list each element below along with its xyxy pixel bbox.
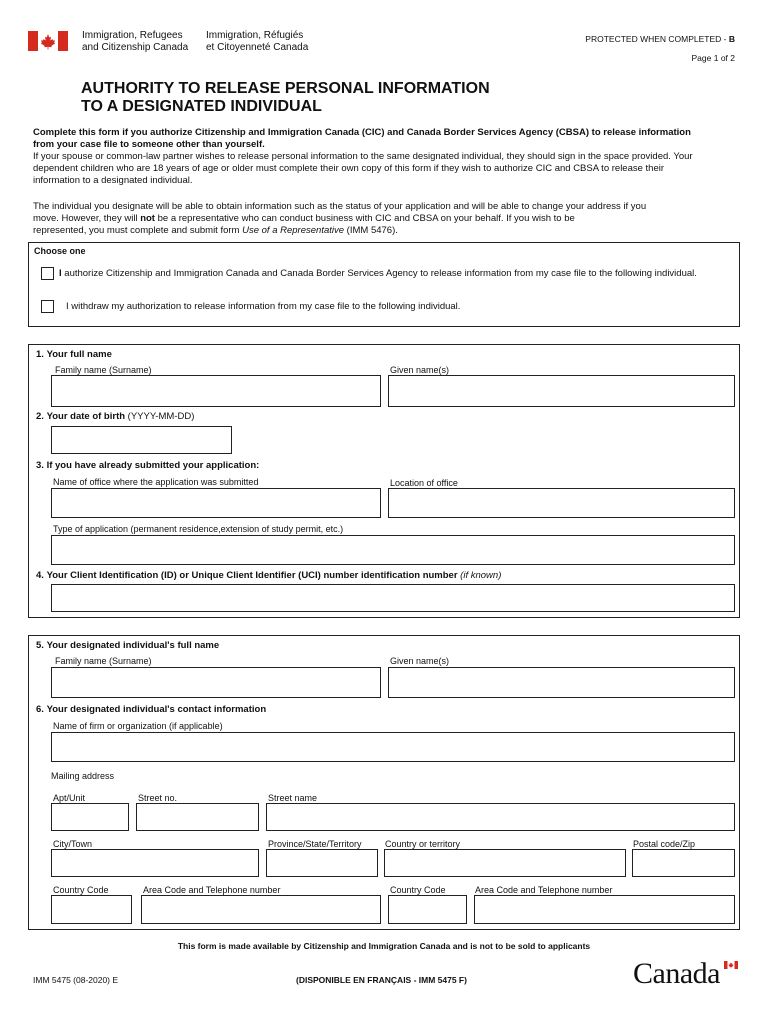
q6-text: Your designated individual's contact information	[46, 704, 267, 715]
protected-text: PROTECTED WHEN COMPLETED -	[585, 34, 729, 44]
form-identifier: IMM 5475 (08-2020) E	[33, 975, 119, 985]
q1-number: 1.	[36, 349, 44, 360]
q6-number: 6.	[36, 704, 44, 715]
designee-family-name-label: Family name (Surname)	[55, 656, 152, 666]
phone-2-input[interactable]	[474, 895, 735, 924]
designee-given-name-input[interactable]	[388, 667, 735, 698]
city-label: City/Town	[53, 839, 93, 849]
wordmark-flag-icon	[724, 961, 738, 969]
phone-2-label: Area Code and Telephone number	[475, 885, 613, 895]
phone-1-label: Area Code and Telephone number	[143, 885, 281, 895]
q1-text: Your full name	[46, 349, 112, 360]
title-line1: AUTHORITY TO RELEASE PERSONAL INFORMATION	[81, 80, 490, 97]
intro-bold-line1: Complete this form if you authorize Citizenship and Immigration Canada (CIC) and Canada Border Services Agency (CBSA) to release information	[33, 127, 691, 138]
para1-line3: information to a designated individual.	[33, 175, 193, 186]
dept-en-line1: Immigration, Refugees	[82, 30, 183, 41]
intro-bold	[33, 127, 691, 151]
country-input[interactable]	[384, 849, 626, 877]
country-code-2-label: Country Code	[390, 885, 446, 895]
country-label: Country or territory	[385, 839, 461, 849]
q2-number: 2.	[36, 411, 44, 422]
q5-text: Your designated individual's full name	[46, 640, 220, 651]
q3-number: 3.	[36, 460, 44, 471]
protected-notice	[585, 34, 735, 44]
q3-text: If you have already submitted your application:	[46, 460, 260, 471]
q4-note: (if known)	[457, 570, 502, 581]
para2-line2-a: move. However, they will	[33, 213, 141, 224]
applicant-given-name-input[interactable]	[388, 375, 735, 407]
intro-bold-line2: from your case file to someone other than yourself.	[33, 139, 265, 150]
city-input[interactable]	[51, 849, 259, 877]
q5-heading	[36, 640, 219, 651]
office-name-input[interactable]	[51, 488, 381, 518]
canada-flag-icon	[28, 31, 68, 51]
country-code-1-input[interactable]	[51, 895, 132, 924]
dept-en-line2: and Citizenship Canada	[82, 42, 189, 53]
dept-fr-line1: Immigration, Réfugiés	[206, 30, 304, 41]
postal-code-input[interactable]	[632, 849, 735, 877]
application-type-input[interactable]	[51, 535, 735, 565]
representative-form-name: Use of a Representative	[242, 225, 345, 236]
province-input[interactable]	[266, 849, 378, 877]
q4-heading	[36, 570, 501, 581]
q2-heading	[36, 411, 194, 422]
para2-line1: The individual you designate will be able to obtain information such as the status of your application and will be able to change your address if you	[33, 201, 647, 212]
department-name-french	[206, 30, 308, 54]
postal-code-label: Postal code/Zip	[633, 839, 696, 849]
para1-line1: If your spouse or common-law partner wishes to release personal information to the same designated individual, they should sign in the space provided. Your	[33, 151, 693, 162]
country-code-2-input[interactable]	[388, 895, 467, 924]
firm-name-input[interactable]	[51, 732, 735, 762]
apt-unit-label: Apt/Unit	[53, 793, 86, 803]
dept-fr-line2: et Citoyenneté Canada	[206, 42, 309, 53]
firm-name-label: Name of firm or organization (if applicable)	[53, 721, 223, 731]
protected-level: B	[728, 34, 735, 44]
para2-not: not	[140, 213, 155, 224]
para1-line2: dependent children who are 18 years of age or older must complete their own copy of this form if they wish to authorize CIC and CBSA to release their	[33, 163, 665, 174]
para2-line3-a: represented, you must complete and submit form	[33, 225, 243, 236]
authorize-lead: I	[59, 268, 62, 279]
page-title	[81, 80, 490, 116]
street-number-label: Street no.	[138, 793, 178, 803]
designee-family-name-input[interactable]	[51, 667, 381, 698]
phone-1-input[interactable]	[141, 895, 381, 924]
para2-line2-b: be a representative who can conduct business with CIC and CBSA on your behalf. If you wish to be	[154, 213, 575, 224]
applicant-family-name-label: Family name (Surname)	[55, 365, 152, 375]
street-number-input[interactable]	[136, 803, 259, 831]
title-line2: TO A DESIGNATED INDIVIDUAL	[81, 98, 322, 115]
french-availability: (DISPONIBLE EN FRANÇAIS - IMM 5475 F)	[296, 975, 467, 985]
q2-format: (YYYY-MM-DD)	[125, 411, 195, 422]
province-label: Province/State/Territory	[268, 839, 362, 849]
q4-number: 4.	[36, 570, 44, 581]
mailing-address-label: Mailing address	[51, 771, 115, 781]
office-location-label: Location of office	[390, 478, 458, 488]
q3-heading	[36, 460, 259, 471]
intro-paragraph-1	[33, 151, 693, 187]
q2-text: Your date of birth	[46, 411, 126, 422]
apt-unit-input[interactable]	[51, 803, 129, 831]
choose-one-section	[28, 242, 740, 327]
client-id-input[interactable]	[51, 584, 735, 612]
applicant-given-name-label: Given name(s)	[390, 365, 450, 375]
q1-heading	[36, 349, 112, 360]
application-type-label: Type of application (permanent residence,extension of study permit, etc.)	[53, 524, 344, 534]
page-number: Page 1 of 2	[691, 53, 735, 63]
not-for-sale-notice: This form is made available by Citizenship and Immigration Canada and is not to be sold to applicants	[177, 941, 591, 951]
withdraw-option-label: I withdraw my authorization to release information from my case file to the following individual.	[66, 301, 461, 312]
q4-text: Your Client Identification (ID) or Unique Client Identifier (UCI) number identification number	[46, 570, 458, 581]
office-name-label: Name of office where the application was submitted	[53, 477, 259, 487]
street-name-input[interactable]	[266, 803, 735, 831]
authorize-text: authorize Citizenship and Immigration Canada and Canada Border Services Agency to release information from my case file to the following individual.	[61, 268, 697, 279]
q5-number: 5.	[36, 640, 44, 651]
intro-paragraph-2	[33, 201, 646, 237]
street-name-label: Street name	[268, 793, 318, 803]
designee-given-name-label: Given name(s)	[390, 656, 450, 666]
country-code-1-label: Country Code	[53, 885, 109, 895]
office-location-input[interactable]	[388, 488, 735, 518]
q6-heading	[36, 704, 266, 715]
applicant-family-name-input[interactable]	[51, 375, 381, 407]
authorize-checkbox[interactable]	[41, 267, 54, 280]
authorize-option-label	[59, 268, 697, 279]
choose-one-heading: Choose one	[34, 246, 86, 256]
department-name-english	[82, 30, 188, 54]
date-of-birth-input[interactable]	[51, 426, 232, 454]
para2-line3-b: (IMM 5476).	[344, 225, 398, 236]
canada-wordmark: Canada	[633, 957, 720, 990]
withdraw-checkbox[interactable]	[41, 300, 54, 313]
